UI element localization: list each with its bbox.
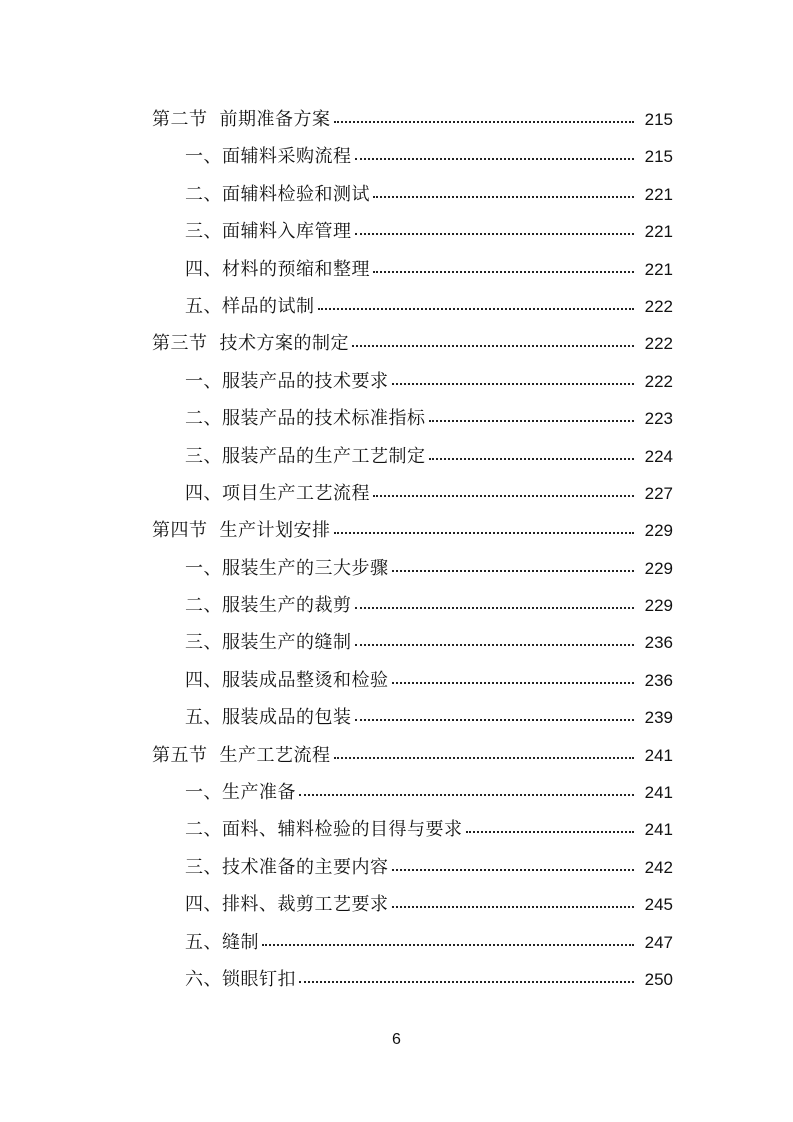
table-of-contents	[0, 101, 793, 998]
toc-subsection-entry[interactable]	[0, 213, 793, 250]
toc-page-number: 236	[644, 633, 673, 653]
toc-subsection-entry[interactable]	[0, 699, 793, 736]
toc-dot-leader	[429, 457, 635, 460]
toc-entry-text: 服装产品的生产工艺制定	[222, 445, 426, 467]
toc-entry-prefix: 三、	[185, 221, 222, 243]
toc-subsection-entry[interactable]	[0, 624, 793, 661]
toc-entry-title	[185, 849, 389, 886]
toc-page-number: 229	[644, 521, 673, 541]
toc-entry-title	[185, 400, 426, 437]
toc-entry-text: 生产计划安排	[219, 520, 331, 542]
toc-entry-text: 服装产品的技术标准指标	[222, 408, 426, 430]
toc-subsection-entry[interactable]	[0, 438, 793, 475]
toc-page-number: 247	[644, 932, 673, 952]
toc-dot-leader	[318, 307, 635, 310]
toc-entry-title	[185, 213, 352, 250]
toc-entry-text: 面辅料入库管理	[222, 221, 352, 243]
toc-entry-prefix: 五、	[185, 931, 222, 953]
toc-entry-prefix: 六、	[185, 968, 222, 990]
toc-page-number: 222	[644, 371, 673, 391]
toc-entry-text: 服装成品的包装	[222, 707, 352, 729]
toc-entry-prefix: 三、	[185, 632, 222, 654]
toc-dot-leader	[392, 569, 635, 572]
toc-dot-leader	[429, 419, 635, 422]
toc-entry-title	[185, 550, 389, 587]
toc-entry-prefix: 三、	[185, 445, 222, 467]
toc-entry-prefix: 四、	[185, 482, 222, 504]
toc-subsection-entry[interactable]	[0, 774, 793, 811]
toc-page-number: 241	[644, 783, 673, 803]
toc-entry-prefix: 四、	[185, 669, 222, 691]
toc-page-number: 227	[644, 483, 673, 503]
toc-page-number: 242	[644, 857, 673, 877]
toc-entry-prefix: 二、	[185, 819, 222, 841]
toc-page-number: 215	[644, 110, 673, 129]
toc-page-number: 229	[644, 558, 673, 578]
toc-dot-leader	[334, 120, 635, 123]
toc-entry-text: 技术准备的主要内容	[222, 856, 389, 878]
toc-entry-prefix: 一、	[185, 782, 222, 804]
toc-entry-text: 生产工艺流程	[219, 744, 331, 766]
toc-subsection-entry[interactable]	[0, 961, 793, 998]
toc-subsection-entry[interactable]	[0, 363, 793, 400]
toc-dot-leader	[373, 270, 634, 273]
toc-page-number: 223	[644, 409, 673, 429]
toc-entry-prefix: 一、	[185, 557, 222, 579]
toc-subsection-entry[interactable]	[0, 138, 793, 175]
toc-dot-leader	[466, 830, 635, 833]
toc-entry-title	[152, 737, 331, 774]
toc-entry-text: 服装生产的缝制	[222, 632, 352, 654]
toc-dot-leader	[392, 868, 635, 871]
toc-entry-title	[185, 886, 389, 923]
toc-page-number: 239	[644, 708, 673, 728]
toc-subsection-entry[interactable]	[0, 587, 793, 624]
toc-dot-leader	[392, 905, 635, 908]
toc-entry-prefix: 四、	[185, 258, 222, 280]
toc-dot-leader	[355, 606, 635, 609]
toc-entry-title	[185, 924, 259, 961]
toc-entry-text: 锁眼钉扣	[222, 968, 296, 990]
toc-entry-text: 材料的预缩和整理	[222, 258, 370, 280]
toc-entry-title	[152, 512, 331, 549]
toc-entry-text: 前期准备方案	[219, 109, 331, 130]
toc-entry-prefix: 三、	[185, 856, 222, 878]
toc-entry-title	[152, 325, 349, 362]
toc-entry-prefix: 一、	[185, 370, 222, 392]
toc-entry-title	[185, 251, 370, 288]
toc-dot-leader	[392, 382, 635, 385]
toc-dot-leader	[352, 344, 634, 347]
toc-page-number: 222	[644, 334, 673, 354]
toc-entry-prefix: 一、	[185, 146, 222, 168]
toc-section-entry[interactable]	[0, 737, 793, 774]
toc-dot-leader	[334, 531, 635, 534]
toc-section-entry[interactable]	[0, 325, 793, 362]
toc-entry-text: 排料、裁剪工艺要求	[222, 894, 389, 916]
toc-entry-prefix: 第二节	[152, 109, 208, 130]
toc-entry-prefix: 五、	[185, 707, 222, 729]
toc-subsection-entry[interactable]	[0, 400, 793, 437]
toc-entry-title	[185, 587, 352, 624]
toc-subsection-entry[interactable]	[0, 288, 793, 325]
toc-entry-prefix: 二、	[185, 408, 222, 430]
toc-subsection-entry[interactable]	[0, 886, 793, 923]
toc-section-entry[interactable]	[0, 101, 793, 138]
toc-entry-title	[185, 438, 426, 475]
toc-dot-leader	[355, 643, 635, 646]
toc-entry-text: 服装生产的裁剪	[222, 595, 352, 617]
toc-entry-text: 面辅料检验和测试	[222, 183, 370, 205]
toc-entry-title	[185, 811, 463, 848]
toc-subsection-entry[interactable]	[0, 550, 793, 587]
toc-entry-title	[185, 961, 296, 998]
toc-entry-text: 面辅料采购流程	[222, 146, 352, 168]
toc-page-number: 241	[644, 820, 673, 840]
toc-entry-title	[185, 288, 315, 325]
toc-entry-title	[185, 363, 389, 400]
toc-entry-title	[185, 699, 352, 736]
toc-subsection-entry[interactable]	[0, 924, 793, 961]
toc-entry-title	[185, 475, 370, 512]
toc-dot-leader	[355, 232, 635, 235]
toc-page-number: 250	[644, 969, 673, 989]
toc-entry-text: 样品的试制	[222, 295, 315, 317]
toc-dot-leader	[299, 980, 634, 983]
toc-entry-text: 服装产品的技术要求	[222, 370, 389, 392]
toc-page-number: 221	[644, 259, 673, 279]
toc-page-number: 229	[644, 596, 673, 616]
toc-page-number: 241	[644, 745, 673, 765]
toc-entry-text: 项目生产工艺流程	[222, 482, 370, 504]
toc-entry-title	[185, 624, 352, 661]
toc-page-number: 221	[644, 184, 673, 204]
toc-entry-text: 生产准备	[222, 782, 296, 804]
toc-subsection-entry[interactable]	[0, 251, 793, 288]
toc-entry-title	[185, 662, 389, 699]
toc-entry-title	[185, 138, 352, 175]
toc-entry-text: 技术方案的制定	[219, 333, 349, 355]
toc-subsection-entry[interactable]	[0, 176, 793, 213]
toc-subsection-entry[interactable]	[0, 849, 793, 886]
toc-entry-text: 面料、辅料检验的目得与要求	[222, 819, 463, 841]
toc-page-number: 245	[644, 895, 673, 915]
toc-page-number: 221	[644, 222, 673, 242]
toc-entry-prefix: 第四节	[152, 520, 208, 542]
toc-entry-prefix: 二、	[185, 183, 222, 205]
toc-dot-leader	[262, 943, 634, 946]
toc-entry-text: 缝制	[222, 931, 259, 953]
toc-page-number: 224	[644, 446, 673, 466]
toc-dot-leader	[355, 718, 635, 721]
toc-entry-prefix: 四、	[185, 894, 222, 916]
toc-page-number: 222	[644, 296, 673, 316]
toc-entry-prefix: 第三节	[152, 333, 208, 355]
toc-dot-leader	[373, 195, 634, 198]
toc-entry-text: 服装生产的三大步骤	[222, 557, 389, 579]
toc-entry-prefix: 第五节	[152, 744, 208, 766]
toc-section-entry[interactable]	[0, 512, 793, 549]
toc-entry-title	[185, 774, 296, 811]
toc-dot-leader	[334, 756, 635, 759]
toc-dot-leader	[373, 494, 634, 497]
toc-subsection-entry[interactable]	[0, 475, 793, 512]
toc-dot-leader	[355, 157, 635, 160]
toc-entry-title	[185, 176, 370, 213]
toc-dot-leader	[392, 681, 635, 684]
page-number: 6	[392, 1031, 401, 1048]
toc-page-number: 236	[644, 670, 673, 690]
toc-entry-title	[152, 101, 331, 138]
toc-subsection-entry[interactable]	[0, 662, 793, 699]
toc-subsection-entry[interactable]	[0, 811, 793, 848]
toc-dot-leader	[299, 793, 634, 796]
toc-entry-prefix: 二、	[185, 595, 222, 617]
toc-entry-text: 服装成品整烫和检验	[222, 669, 389, 691]
toc-page-number: 215	[644, 147, 673, 167]
toc-entry-prefix: 五、	[185, 295, 222, 317]
